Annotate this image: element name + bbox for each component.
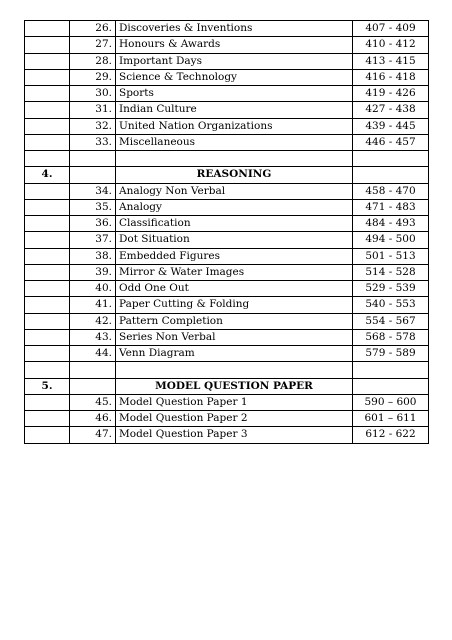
table-row (25, 86, 429, 102)
topic-title: Odd One Out (116, 281, 353, 297)
topic-title: Discoveries & Inventions (116, 21, 353, 37)
topic-title: Analogy Non Verbal (116, 183, 353, 199)
topic-number: 46. (70, 411, 116, 427)
table-row (25, 281, 429, 297)
section-cell (25, 118, 70, 134)
topic-title: Honours & Awards (116, 37, 353, 53)
topic-title: Analogy (116, 199, 353, 215)
topic-title: United Nation Organizations (116, 118, 353, 134)
page-range: 590 – 600 (353, 394, 429, 410)
section-cell (25, 329, 70, 345)
topic-number: 35. (70, 199, 116, 215)
blank-cell (25, 362, 70, 378)
table-row (25, 216, 429, 232)
page-range: 540 - 553 (353, 297, 429, 313)
topic-title: Series Non Verbal (116, 329, 353, 345)
topic-number: 36. (70, 216, 116, 232)
section-cell (25, 102, 70, 118)
topic-number: 42. (70, 313, 116, 329)
section-cell (25, 199, 70, 215)
table-row (25, 264, 429, 280)
section-cell (25, 134, 70, 150)
section-title: MODEL QUESTION PAPER (116, 378, 353, 394)
blank-row (25, 362, 429, 378)
blank-cell (25, 151, 70, 167)
topic-title: Model Question Paper 2 (116, 411, 353, 427)
page-range: 612 - 622 (353, 427, 429, 443)
topic-title: Mirror & Water Images (116, 264, 353, 280)
topic-number: 31. (70, 102, 116, 118)
page-range: 471 - 483 (353, 199, 429, 215)
topic-title: Important Days (116, 53, 353, 69)
blank-cell (116, 151, 353, 167)
topic-number: 47. (70, 427, 116, 443)
section-cell (25, 37, 70, 53)
topic-number: 28. (70, 53, 116, 69)
page-range: 529 - 539 (353, 281, 429, 297)
table-row (25, 427, 429, 443)
page-range: 413 - 415 (353, 53, 429, 69)
topic-title: Dot Situation (116, 232, 353, 248)
section-cell (25, 86, 70, 102)
topic-number: 37. (70, 232, 116, 248)
table-row (25, 69, 429, 85)
topic-title: Model Question Paper 3 (116, 427, 353, 443)
page-range: 601 – 611 (353, 411, 429, 427)
table-row (25, 394, 429, 410)
page-range: 501 - 513 (353, 248, 429, 264)
topic-number: 38. (70, 248, 116, 264)
page-range-cell (353, 167, 429, 183)
table-row (25, 346, 429, 362)
topic-number: 34. (70, 183, 116, 199)
section-number: 5. (25, 378, 70, 394)
section-cell (25, 183, 70, 199)
table-row (25, 411, 429, 427)
page-range: 494 - 500 (353, 232, 429, 248)
page-range: 427 - 438 (353, 102, 429, 118)
page-range: 484 - 493 (353, 216, 429, 232)
table-of-contents (24, 20, 429, 444)
table-row (25, 199, 429, 215)
section-cell (25, 216, 70, 232)
section-cell (25, 297, 70, 313)
page-range: 568 - 578 (353, 329, 429, 345)
topic-number: 26. (70, 21, 116, 37)
topic-title: Miscellaneous (116, 134, 353, 150)
page-range-cell (353, 378, 429, 394)
section-cell (25, 69, 70, 85)
blank-cell (70, 362, 116, 378)
table-row (25, 118, 429, 134)
topic-title: Science & Technology (116, 69, 353, 85)
blank-row (25, 151, 429, 167)
section-cell (25, 264, 70, 280)
section-cell (25, 394, 70, 410)
topic-number: 43. (70, 329, 116, 345)
page-range: 458 - 470 (353, 183, 429, 199)
section-cell (25, 313, 70, 329)
table-row (25, 53, 429, 69)
page-range: 514 - 528 (353, 264, 429, 280)
topic-title: Venn Diagram (116, 346, 353, 362)
section-cell (25, 427, 70, 443)
table-row (25, 37, 429, 53)
table-row (25, 248, 429, 264)
topic-title: Sports (116, 86, 353, 102)
topic-number: 45. (70, 394, 116, 410)
table-row (25, 313, 429, 329)
topic-title: Model Question Paper 1 (116, 394, 353, 410)
topic-number: 40. (70, 281, 116, 297)
blank-cell (353, 151, 429, 167)
page-range: 446 - 457 (353, 134, 429, 150)
page-range: 416 - 418 (353, 69, 429, 85)
topic-number: 44. (70, 346, 116, 362)
table-row (25, 21, 429, 37)
topic-number-cell (70, 378, 116, 394)
topic-number: 32. (70, 118, 116, 134)
topic-number: 27. (70, 37, 116, 53)
page-range: 419 - 426 (353, 86, 429, 102)
page-range: 407 - 409 (353, 21, 429, 37)
topic-number: 29. (70, 69, 116, 85)
topic-title: Classification (116, 216, 353, 232)
table-row (25, 183, 429, 199)
topic-number: 33. (70, 134, 116, 150)
section-cell (25, 346, 70, 362)
page-range: 579 - 589 (353, 346, 429, 362)
topic-title: Indian Culture (116, 102, 353, 118)
topic-title: Pattern Completion (116, 313, 353, 329)
table-row (25, 329, 429, 345)
table-row (25, 232, 429, 248)
toc-body (25, 21, 429, 444)
topic-title: Paper Cutting & Folding (116, 297, 353, 313)
section-cell (25, 248, 70, 264)
topic-number: 30. (70, 86, 116, 102)
table-row (25, 134, 429, 150)
topic-title: Embedded Figures (116, 248, 353, 264)
table-row (25, 102, 429, 118)
page-range: 439 - 445 (353, 118, 429, 134)
page-range: 410 - 412 (353, 37, 429, 53)
section-header-row (25, 167, 429, 183)
section-cell (25, 232, 70, 248)
section-cell (25, 411, 70, 427)
blank-cell (116, 362, 353, 378)
section-header-row (25, 378, 429, 394)
section-cell (25, 21, 70, 37)
section-title: REASONING (116, 167, 353, 183)
section-cell (25, 53, 70, 69)
section-number: 4. (25, 167, 70, 183)
blank-cell (353, 362, 429, 378)
topic-number: 41. (70, 297, 116, 313)
page-range: 554 - 567 (353, 313, 429, 329)
topic-number: 39. (70, 264, 116, 280)
table-row (25, 297, 429, 313)
section-cell (25, 281, 70, 297)
blank-cell (70, 151, 116, 167)
topic-number-cell (70, 167, 116, 183)
